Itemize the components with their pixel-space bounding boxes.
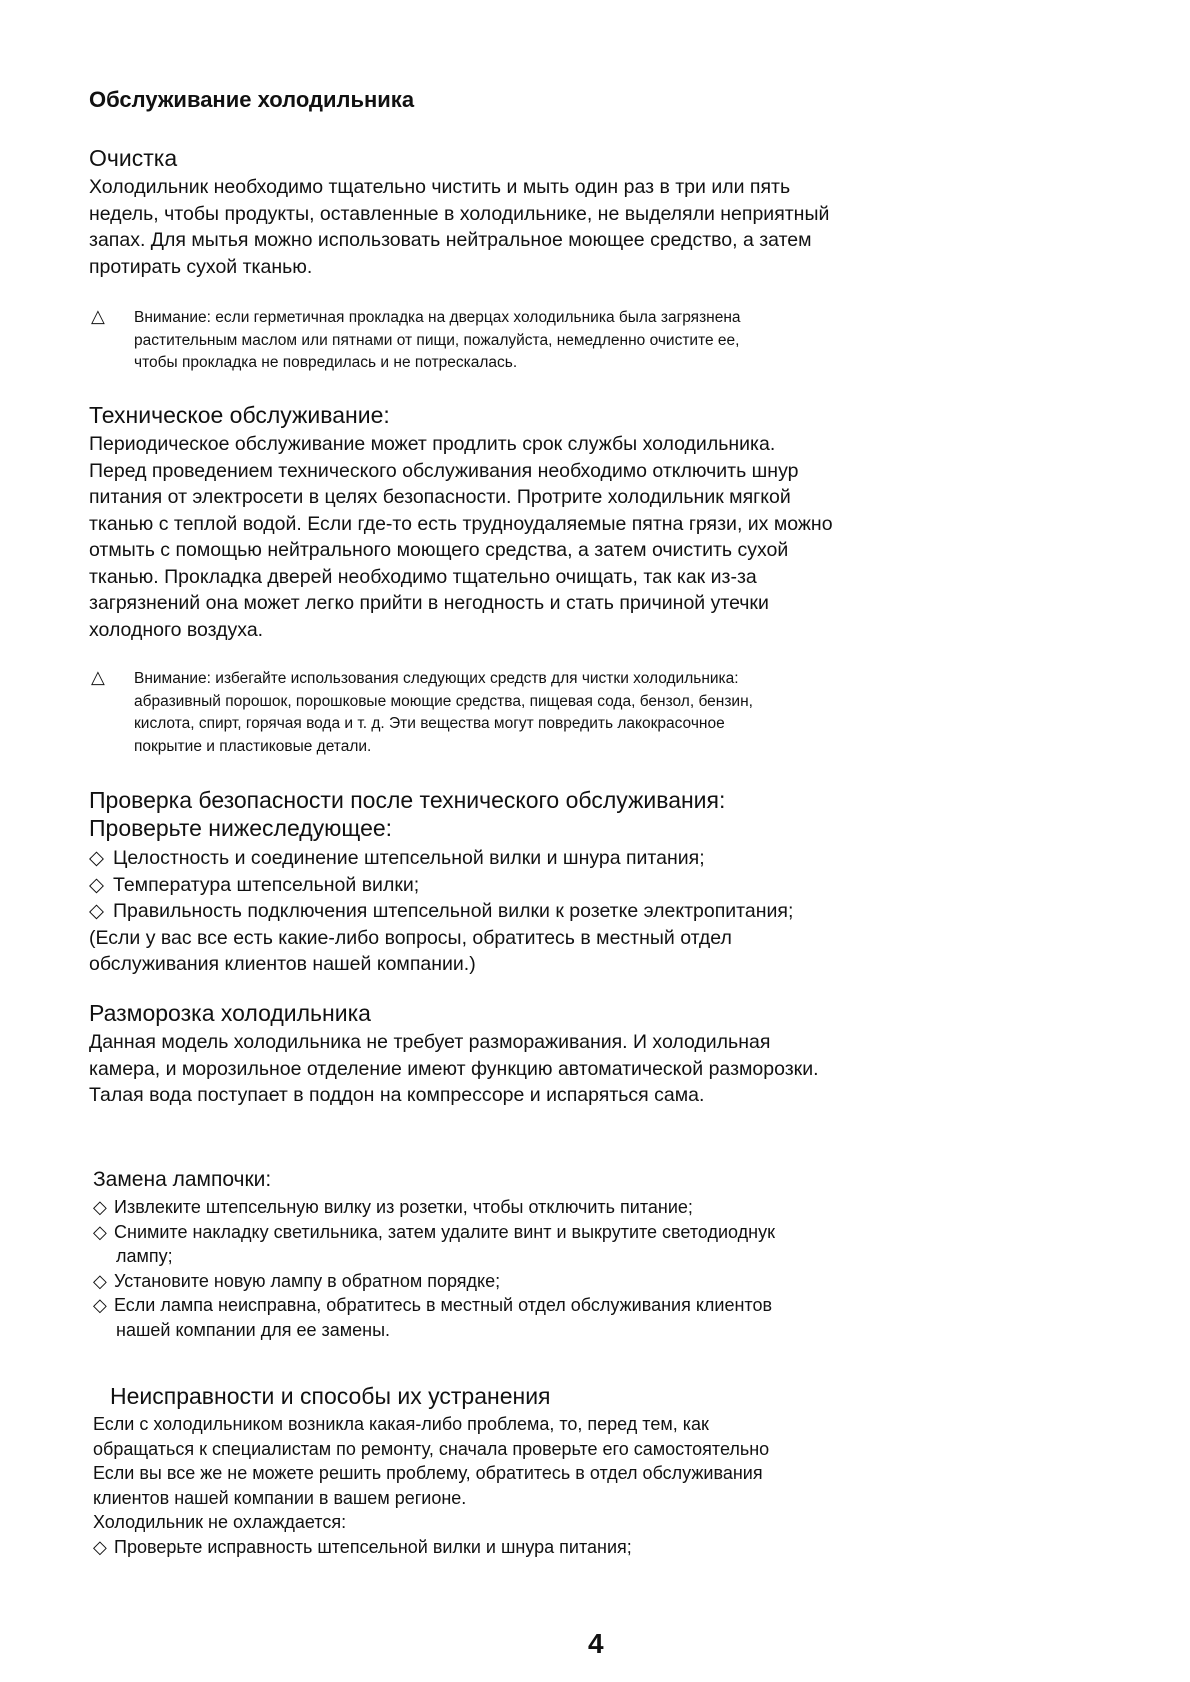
troubleshooting-paragraph [93, 1412, 769, 1559]
lamp-heading: Замена лампочки: [93, 1168, 272, 1191]
cleaning-note [134, 307, 741, 375]
maintenance-heading: Техническое обслуживание: [89, 402, 390, 428]
troubleshooting-heading: Неисправности и способы их устранения [110, 1383, 551, 1409]
text-line: Внимание: избегайте использования следующих средств для чистки холодильника: [134, 670, 739, 687]
list-item-continuation: лампу; [116, 1246, 173, 1266]
cleaning-heading: Очистка [89, 145, 178, 171]
diamond-bullet-icon: ◇ [93, 1270, 107, 1291]
diamond-bullet-icon: ◇ [93, 1536, 107, 1557]
diamond-bullet-icon: ◇ [89, 900, 104, 922]
safety-heading: Проверка безопасности после технического обслуживания: [89, 787, 726, 813]
text-line: кислота, спирт, горячая вода и т. д. Эти вещества могут повредить лакокрасочное [134, 715, 725, 732]
list-item: ◇ Извлеките штепсельную вилку из розетки, чтобы отключить питание; [93, 1195, 775, 1220]
list-item-continuation: нашей компании для ее замены. [116, 1319, 391, 1340]
text-line: Холодильник необходимо тщательно чистить и мыть один раз в три или пять [89, 176, 791, 198]
list-item: ◇ Температура штепсельной вилки; [89, 872, 793, 899]
text-line: Перед проведением технического обслуживания необходимо отключить шнур [89, 459, 799, 482]
list-item: ◇ Снимите накладку светильника, затем удалите винт и выкрутите светодиоднук [93, 1220, 775, 1245]
diamond-bullet-icon: ◇ [93, 1295, 107, 1315]
text-line: Данная модель холодильника не требует размораживания. И холодильная [89, 1031, 771, 1053]
safety-subheading: Проверьте нижеследующее: [89, 815, 393, 841]
text-line: обращаться к специалистам по ремонту, сначала проверьте его самостоятельно [93, 1438, 770, 1459]
text-line: питания от электросети в целях безопасности. Протрите холодильник мягкой [89, 486, 791, 508]
diamond-bullet-icon: ◇ [93, 1197, 107, 1217]
lamp-list [93, 1195, 775, 1342]
text-line: Периодическое обслуживание может продлить срок службы холодильника. [89, 433, 776, 455]
list-item: ◇ Целостность и соединение штепсельной вилки и шнура питания; [89, 845, 793, 872]
text-line: чтобы прокладка не повредилась и не потрескалась. [134, 354, 518, 371]
diamond-bullet-icon: ◇ [89, 847, 104, 869]
page-number: 4 [588, 1628, 604, 1659]
diamond-bullet-icon: ◇ [89, 873, 104, 896]
text-line: Внимание: если герметичная прокладка на дверцах холодильника была загрязнена [134, 309, 741, 326]
maintenance-note [134, 668, 753, 758]
text-line: Если вы все же не можете решить проблему, обратитесь в отдел обслуживания [93, 1463, 763, 1483]
diamond-bullet-icon: ◇ [93, 1221, 107, 1242]
warning-icon: △ [91, 667, 105, 687]
text-line: обслуживания клиентов нашей компании.) [89, 953, 476, 975]
text-line: запах. Для мытья можно использовать нейтральное моющее средство, а затем [89, 229, 812, 251]
text-line: отмыть с помощью нейтрального моющего средства, а затем очистить сухой [89, 539, 789, 561]
text-line: тканью с теплой водой. Если где-то есть трудноудаляемые пятна грязи, их можно [89, 512, 833, 535]
page-title: Обслуживание холодильника [89, 87, 415, 112]
text-line: покрытие и пластиковые детали. [134, 737, 372, 755]
text-line: клиентов нашей компании в вашем регионе. [93, 1487, 467, 1508]
text-line: Холодильник не охлаждается: [93, 1512, 347, 1532]
text-line: (Если у вас все есть какие-либо вопросы, обратитесь в местный отдел [89, 926, 732, 949]
safety-list [89, 845, 793, 978]
cleaning-paragraph [89, 174, 829, 280]
text-line: загрязнений она может легко прийти в негодность и стать причиной утечки [89, 592, 769, 614]
text-line: недель, чтобы продукты, оставленные в холодильнике, не выделяли неприятный [89, 202, 830, 225]
text-line: камера, и морозильное отделение имеют функцию автоматической разморозки. [89, 1057, 819, 1080]
text-line: Талая вода поступает в поддон на компрессоре и испаряться сама. [89, 1084, 705, 1106]
warning-icon: △ [91, 306, 105, 326]
defrost-paragraph [89, 1029, 819, 1109]
defrost-heading: Разморозка холодильника [89, 1000, 371, 1026]
list-item: ◇ Проверьте исправность штепсельной вилки и шнура питания; [93, 1535, 769, 1560]
text-line: тканью. Прокладка дверей необходимо тщательно очищать, так как из-за [89, 565, 757, 588]
text-line: Если с холодильником возникла какая-либо проблема, то, перед тем, как [93, 1414, 709, 1434]
text-line: протирать сухой тканью. [89, 255, 313, 278]
list-item: ◇ Правильность подключения штепсельной вилки к розетке электропитания; [89, 898, 793, 925]
text-line: растительным маслом или пятнами от пищи, пожалуйста, немедленно очистите ее, [134, 331, 740, 349]
list-item: ◇ Установите новую лампу в обратном порядке; [93, 1269, 775, 1294]
text-line: абразивный порошок, порошковые моющие средства, пищевая сода, бензол, бензин, [134, 692, 753, 710]
text-line: холодного воздуха. [89, 618, 264, 641]
list-item: ◇ Если лампа неисправна, обратитесь в местный отдел обслуживания клиентов [93, 1293, 775, 1318]
maintenance-paragraph [89, 431, 833, 643]
